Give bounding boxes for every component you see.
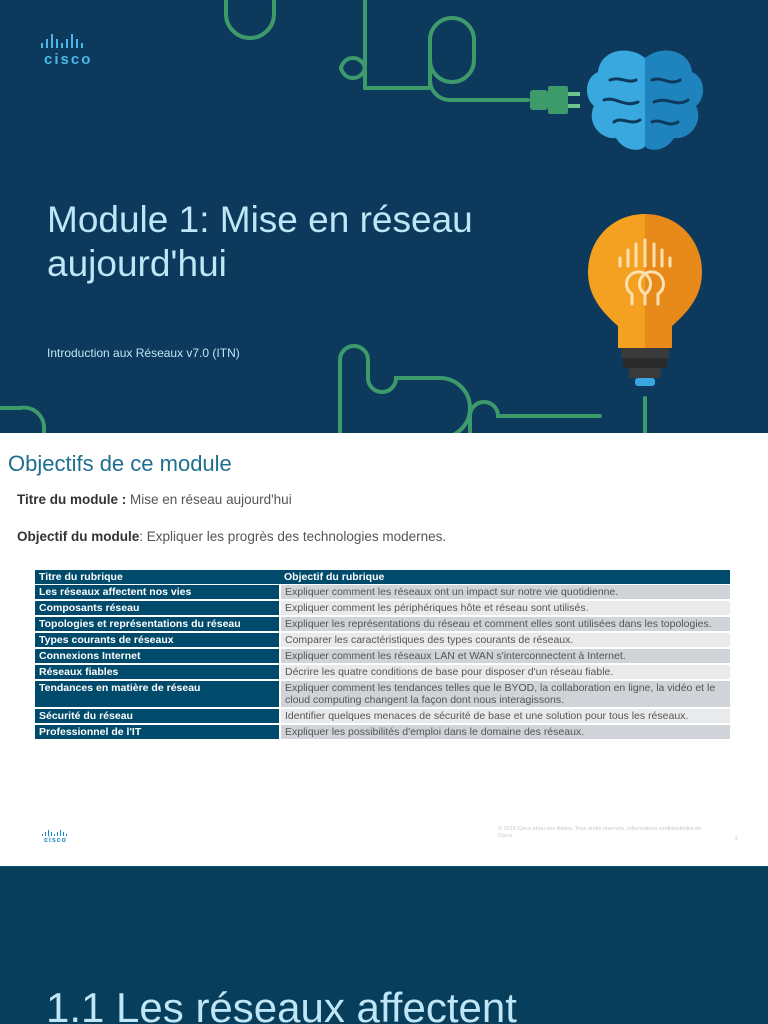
table-row	[35, 648, 730, 664]
table-cell-topic: Sécurité du réseau	[35, 708, 280, 724]
table-cell-objective: Identifier quelques menaces de sécurité de base et une solution pour tous les réseaux.	[280, 708, 730, 724]
page-number: 2	[735, 836, 739, 842]
footer-cisco-logo	[42, 830, 67, 844]
table-row	[35, 585, 730, 601]
table-cell-objective: Expliquer comment les tendances telles que le BYOD, la collaboration en ligne, la vidéo et le cloud computing changent la façon dont nous interagissons.	[280, 680, 730, 708]
objectives-heading: Objectifs de ce module	[8, 451, 232, 476]
table-cell-objective: Expliquer les possibilités d'emploi dans le domaine des réseaux.	[280, 724, 730, 740]
table-header-topic: Titre du rubrique	[35, 570, 280, 585]
module-objective-line	[17, 529, 446, 544]
table-cell-topic: Tendances en matière de réseau	[35, 680, 280, 708]
table-cell-objective: Expliquer comment les réseaux LAN et WAN s'interconnectent à Internet.	[280, 648, 730, 664]
footer-logo-text: cisco	[44, 837, 67, 844]
objectives-table	[35, 570, 730, 741]
table-row	[35, 664, 730, 680]
slide-divider	[0, 866, 768, 867]
brain-icon	[587, 50, 703, 149]
table-cell-objective: Comparer les caractéristiques des types courants de réseaux.	[280, 632, 730, 648]
table-row	[35, 724, 730, 740]
cisco-logo-text: cisco	[44, 51, 93, 68]
table-row	[35, 632, 730, 648]
title-slide	[0, 0, 768, 433]
table-header-row	[35, 570, 730, 585]
table-cell-topic: Topologies et représentations du réseau	[35, 616, 280, 632]
module-title-line	[17, 492, 292, 507]
table-header-objective: Objectif du rubrique	[280, 570, 730, 585]
table-cell-objective: Décrire les quatre conditions de base pour disposer d'un réseau fiable.	[280, 664, 730, 680]
table-cell-topic: Les réseaux affectent nos vies	[35, 585, 280, 601]
table-cell-topic: Connexions Internet	[35, 648, 280, 664]
table-row	[35, 600, 730, 616]
plug-icon	[530, 86, 580, 114]
cisco-bars-icon	[41, 34, 114, 48]
lightbulb-icon	[588, 214, 702, 386]
table-cell-topic: Professionnel de l'IT	[35, 724, 280, 740]
module-objective-label: Objectif du module	[17, 529, 140, 544]
slide-subtitle: Introduction aux Réseaux v7.0 (ITN)	[47, 346, 240, 360]
table-row	[35, 680, 730, 708]
module-objective-value: : Expliquer les progrès des technologies modernes.	[139, 529, 447, 544]
table-cell-objective: Expliquer comment les périphériques hôte et réseau sont utilisés.	[280, 600, 730, 616]
module-title-value: Mise en réseau aujourd'hui	[126, 492, 292, 507]
copyright-text: © 2016 Cisco et/ou ses filiales. Tous droits réservés. Informations confidentielles de Cisco	[498, 826, 702, 839]
table-cell-topic: Composants réseau	[35, 600, 280, 616]
table-cell-objective: Expliquer les représentations du réseau et comment elles sont utilisées dans les topologies.	[280, 616, 730, 632]
table-cell-topic: Types courants de réseaux	[35, 632, 280, 648]
cisco-logo	[38, 34, 114, 68]
table-row	[35, 708, 730, 724]
table-row	[35, 616, 730, 632]
module-title-label: Titre du module :	[17, 492, 127, 507]
section-title: 1.1 Les réseaux affectent	[46, 984, 517, 1024]
table-cell-objective: Expliquer comment les réseaux ont un impact sur notre vie quotidienne.	[280, 585, 730, 601]
objectives-slide	[0, 433, 768, 866]
section-slide	[0, 866, 768, 1024]
cisco-bars-icon	[42, 830, 67, 836]
table-cell-topic: Réseaux fiables	[35, 664, 280, 680]
slide-title: Module 1: Mise en réseau aujourd'hui	[47, 199, 473, 284]
